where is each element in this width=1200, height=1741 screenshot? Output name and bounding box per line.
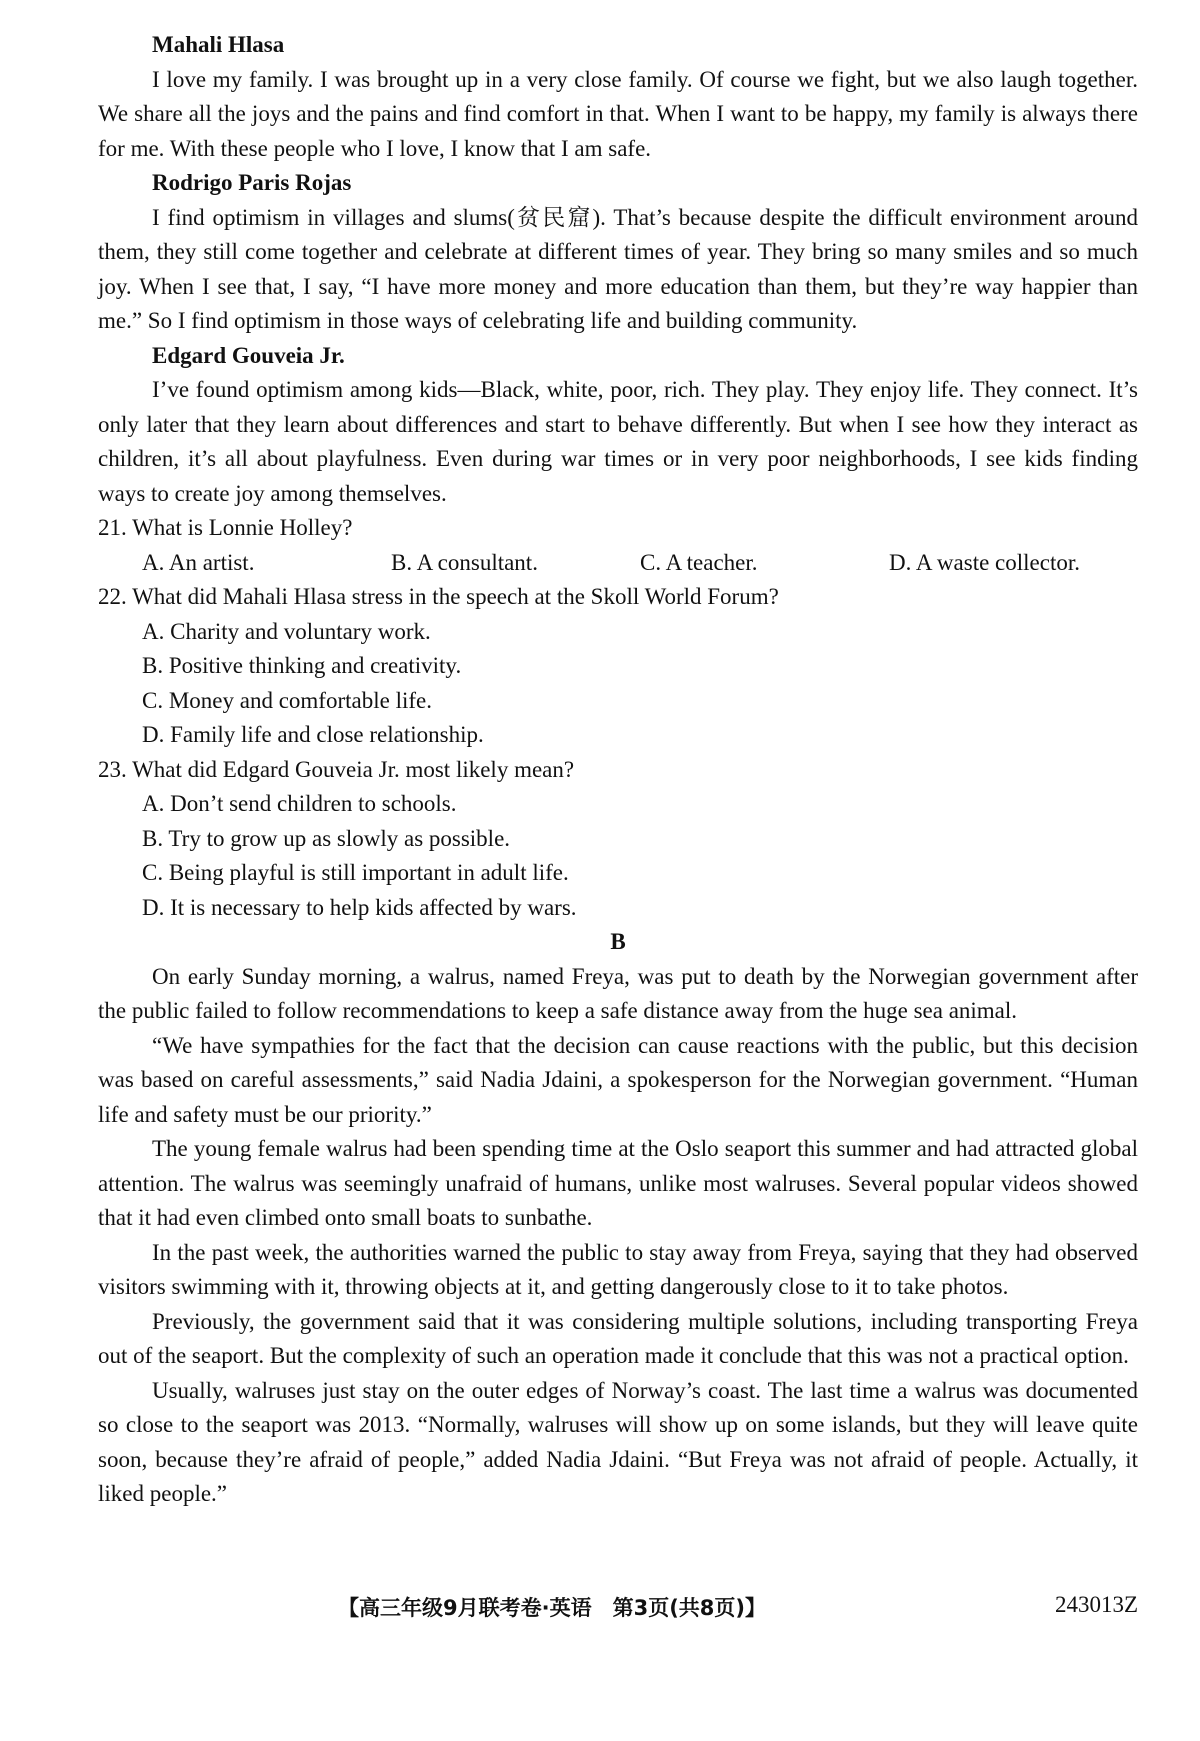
question-options [142, 615, 1138, 753]
paragraph: On early Sunday morning, a walrus, named Freya, was put to death by the Norwegian government after the public failed to follow recommendations to keep a safe distance away from the huge sea animal. [98, 963, 1138, 1023]
paragraph: The young female walrus had been spending time at the Oslo seaport this summer and had attracted global attention. The walrus was seemingly unafraid of humans, unlike most walruses. Several popular videos showed that it had even climbed onto small boats to sunbathe. [98, 1136, 1138, 1230]
paragraph: Previously, the government said that it was considering multiple solutions, including transporting Freya out of the seaport. But the complexity of such an operation made it conclude that this was not a practical option. [98, 1308, 1138, 1368]
question-stem: 22. What did Mahali Hlasa stress in the speech at the Skoll World Forum? [98, 584, 779, 609]
option-b: B. A consultant. [391, 549, 538, 575]
speaker-name: Edgard Gouveia Jr. [152, 342, 345, 368]
exam-page [98, 28, 1138, 1512]
paragraph: “We have sympathies for the fact that the decision can cause reactions with the public, but this decision was based on careful assessments,” said Nadia Jdaini, a spokesperson for the Norwegian government. “Human life and safety must be our priority.” [98, 1032, 1138, 1127]
paragraph: I’ve found optimism among kids—Black, white, poor, rich. They play. They enjoy life. They connect. It’s only later that they learn about differences and start to behave differently. But when I see how they interact as children, it’s all about playfulness. Even during war times or in very poor neighborhoods, I see kids finding ways to create joy among themselves. [98, 377, 1138, 506]
question-options [142, 787, 1138, 925]
footer-code: 243013Z [1054, 1592, 1138, 1617]
paragraph: In the past week, the authorities warned the public to stay away from Freya, saying that they had observed visitors swimming with it, throwing objects at it, and getting dangerously close to it to take photos. [98, 1239, 1138, 1299]
option-a: A. Don’t send children to schools. [142, 791, 457, 816]
option-d: D. A waste collector. [889, 549, 1080, 575]
speaker-name: Mahali Hlasa [152, 32, 285, 57]
question-stem: 21. What is Lonnie Holley? [98, 515, 353, 540]
speaker-name: Rodrigo Paris Rojas [152, 170, 352, 195]
option-d: D. It is necessary to help kids affected by wars. [142, 894, 577, 920]
paragraph: Usually, walruses just stay on the outer edges of Norway’s coast. The last time a walrus was documented so close to the seaport was 2013. “Normally, walruses will show up on some islands, but they will leave quite soon, because they’re afraid of people,” added Nadia Jdaini. “But Freya was not afraid of people. Actually, it liked people.” [98, 1377, 1138, 1506]
paragraph: I find optimism in villages and slums(贫民窟). That’s because despite the difficult environment around them, they still come together and celebrate at different times of year. They bring so many smiles and so much joy. When I see that, I say, “I have more money and more education than them, but they’re way happier than me.” So I find optimism in those ways of celebrating life and building community. [98, 204, 1138, 333]
option-a: A. An artist. [142, 549, 255, 575]
option-c: C. A teacher. [640, 549, 758, 575]
option-a: A. Charity and voluntary work. [142, 618, 431, 644]
option-c: C. Money and comfortable life. [142, 687, 432, 713]
question-stem: 23. What did Edgard Gouveia Jr. most likely mean? [98, 756, 575, 782]
option-d: D. Family life and close relationship. [142, 722, 484, 747]
option-b: B. Positive thinking and creativity. [142, 653, 462, 678]
paragraph: I love my family. I was brought up in a very close family. Of course we fight, but we also laugh together. We share all the joys and the pains and find comfort in that. When I want to be happy, my family is always there for me. With these people who I love, I know that I am safe. [98, 66, 1138, 161]
question-options [142, 546, 1138, 581]
page-footer [98, 1592, 1138, 1626]
option-c: C. Being playful is still important in adult life. [142, 860, 569, 885]
option-b: B. Try to grow up as slowly as possible. [142, 825, 511, 851]
section-heading: B [610, 929, 626, 954]
footer-title: 【高三年级9月联考卷·英语 第3页(共8页)】 [338, 1596, 767, 1620]
